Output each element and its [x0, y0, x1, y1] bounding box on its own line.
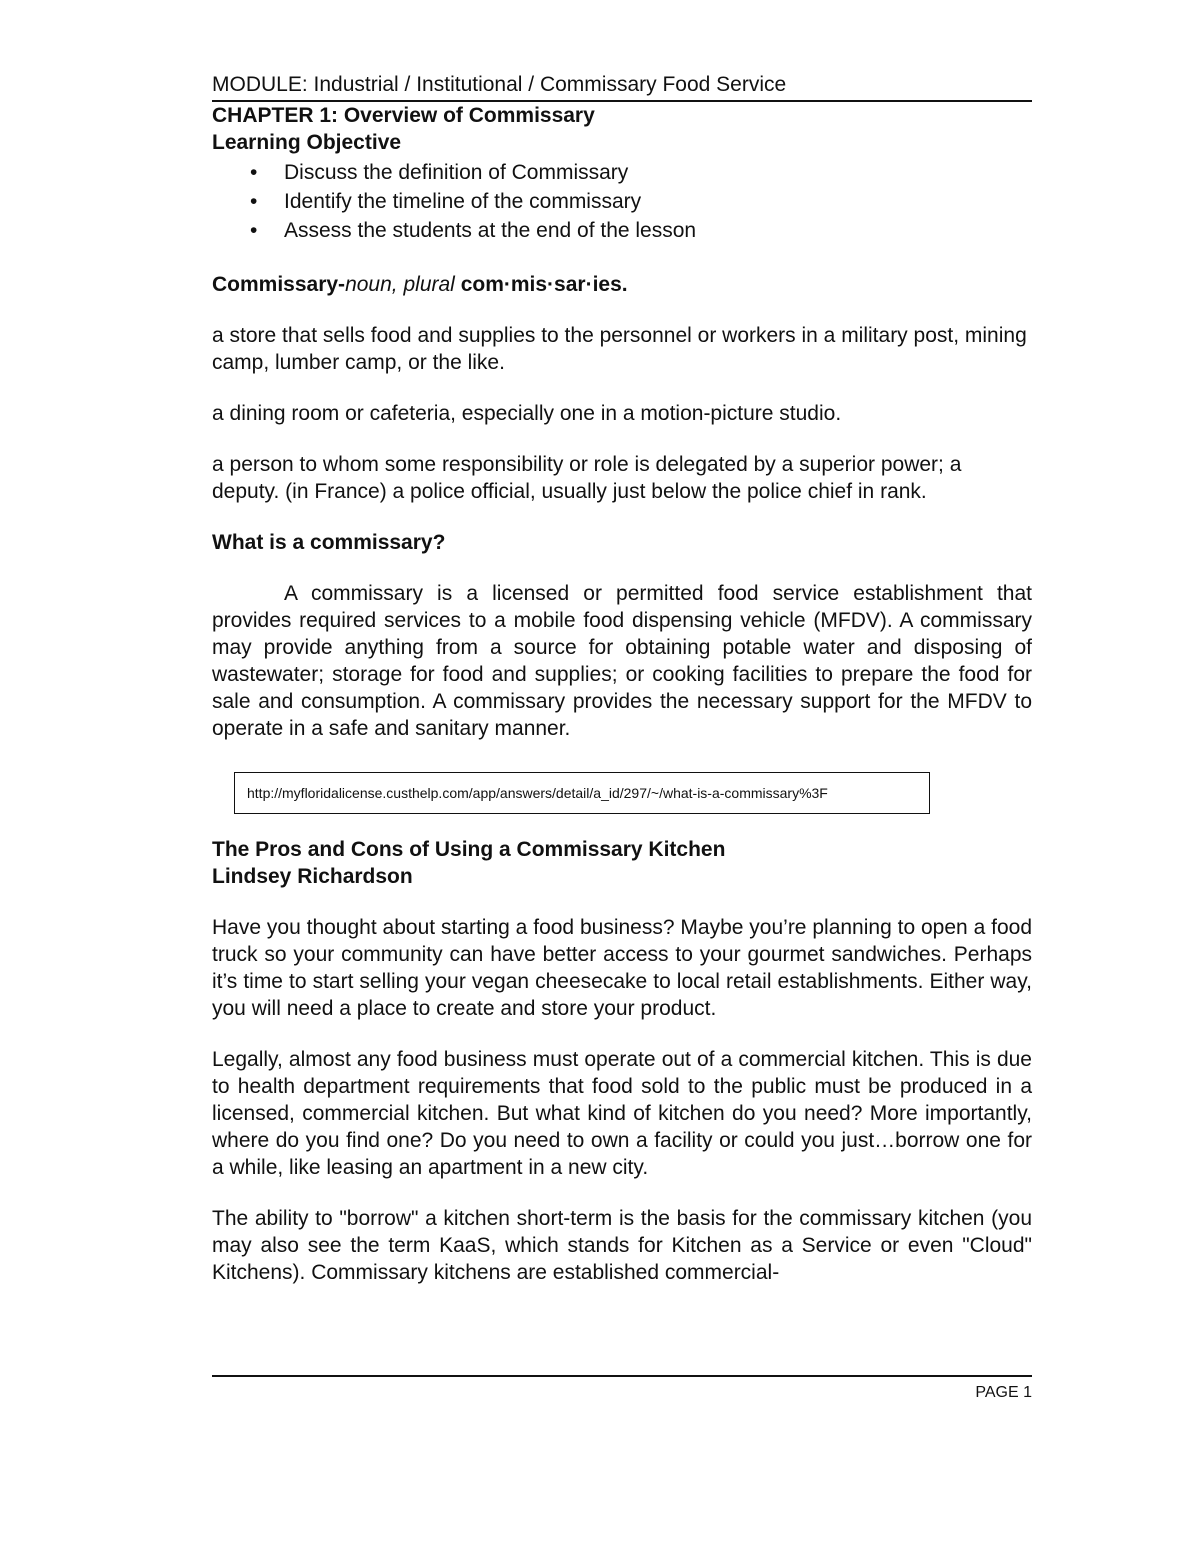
objective-text: Identify the timeline of the commissary	[284, 190, 642, 213]
definition-headword: Commissary-noun, plural com·mis·sar·ies.	[212, 273, 628, 296]
objective-text: Discuss the definition of Commissary	[284, 161, 629, 184]
chapter-title: CHAPTER 1: Overview of Commissary	[212, 104, 595, 127]
article-paragraph-1: Have you thought about starting a food business? Maybe you’re planning to open a food truck so your community can have better access to your gourmet sandwiches. Perhaps it’s time to start selling your vegan cheesecake to local retail establishments. Either way, you will need a place to create and store your product.	[212, 916, 1032, 1020]
bullet-icon: •	[250, 161, 258, 184]
what-is-body: A commissary is a licensed or permitted food service establishment that provides required services to a mobile food dispensing vehicle (MFDV). A commissary may provide anything from a source for obtaining potable water and disposing of wastewater; storage for food and supplies; or cooking facilities to prepare the food for sale and consumption. A commissary provides the necessary support for the MFDV to operate in a safe and sanitary manner.	[212, 582, 1032, 740]
objectives-list	[212, 158, 1032, 245]
source-url-link[interactable]: http://myfloridalicense.custhelp.com/app/answers/detail/a_id/297/~/what-is-a-commissary%3F	[234, 772, 930, 814]
article-paragraph-2: Legally, almost any food business must operate out of a commercial kitchen. This is due to health department requirements that food sold to the public must be produced in a licensed, commercial kitchen. But what kind of kitchen do you need? More importantly, where do you find one? Do you need to own a facility or could you just…borrow one for a while, like leasing an apartment in a new city.	[212, 1048, 1032, 1179]
list-item	[212, 187, 1032, 216]
list-item	[212, 158, 1032, 187]
definition-sense-2: a dining room or cafeteria, especially one in a motion-picture studio.	[212, 402, 842, 425]
learning-objective-heading: Learning Objective	[212, 131, 402, 154]
bullet-icon: •	[250, 190, 258, 213]
article-paragraph-3: The ability to "borrow" a kitchen short-term is the basis for the commissary kitchen (you may also see the term KaaS, which stands for Kitchen as a Service or even "Cloud" Kitchens). Commissary kitchens are established commercial-	[212, 1207, 1032, 1284]
what-is-heading: What is a commissary?	[212, 531, 446, 554]
article-author: Lindsey Richardson	[212, 865, 413, 888]
footer-divider	[212, 1375, 1032, 1377]
article-title: The Pros and Cons of Using a Commissary Kitchen	[212, 838, 726, 861]
definition-sense-1: a store that sells food and supplies to the personnel or workers in a military post, mining camp, lumber camp, or the like.	[212, 324, 1027, 374]
objective-text: Assess the students at the end of the lesson	[284, 219, 697, 242]
definition-sense-3: a person to whom some responsibility or role is delegated by a superior power; a deputy. (in France) a police official, usually just below the police chief in rank.	[212, 453, 962, 503]
module-header: MODULE: Industrial / Institutional / Commissary Food Service	[212, 72, 1032, 102]
page-number: PAGE 1	[975, 1384, 1032, 1401]
list-item	[212, 216, 1032, 245]
document-page	[212, 60, 1032, 1286]
bullet-icon: •	[250, 219, 258, 242]
